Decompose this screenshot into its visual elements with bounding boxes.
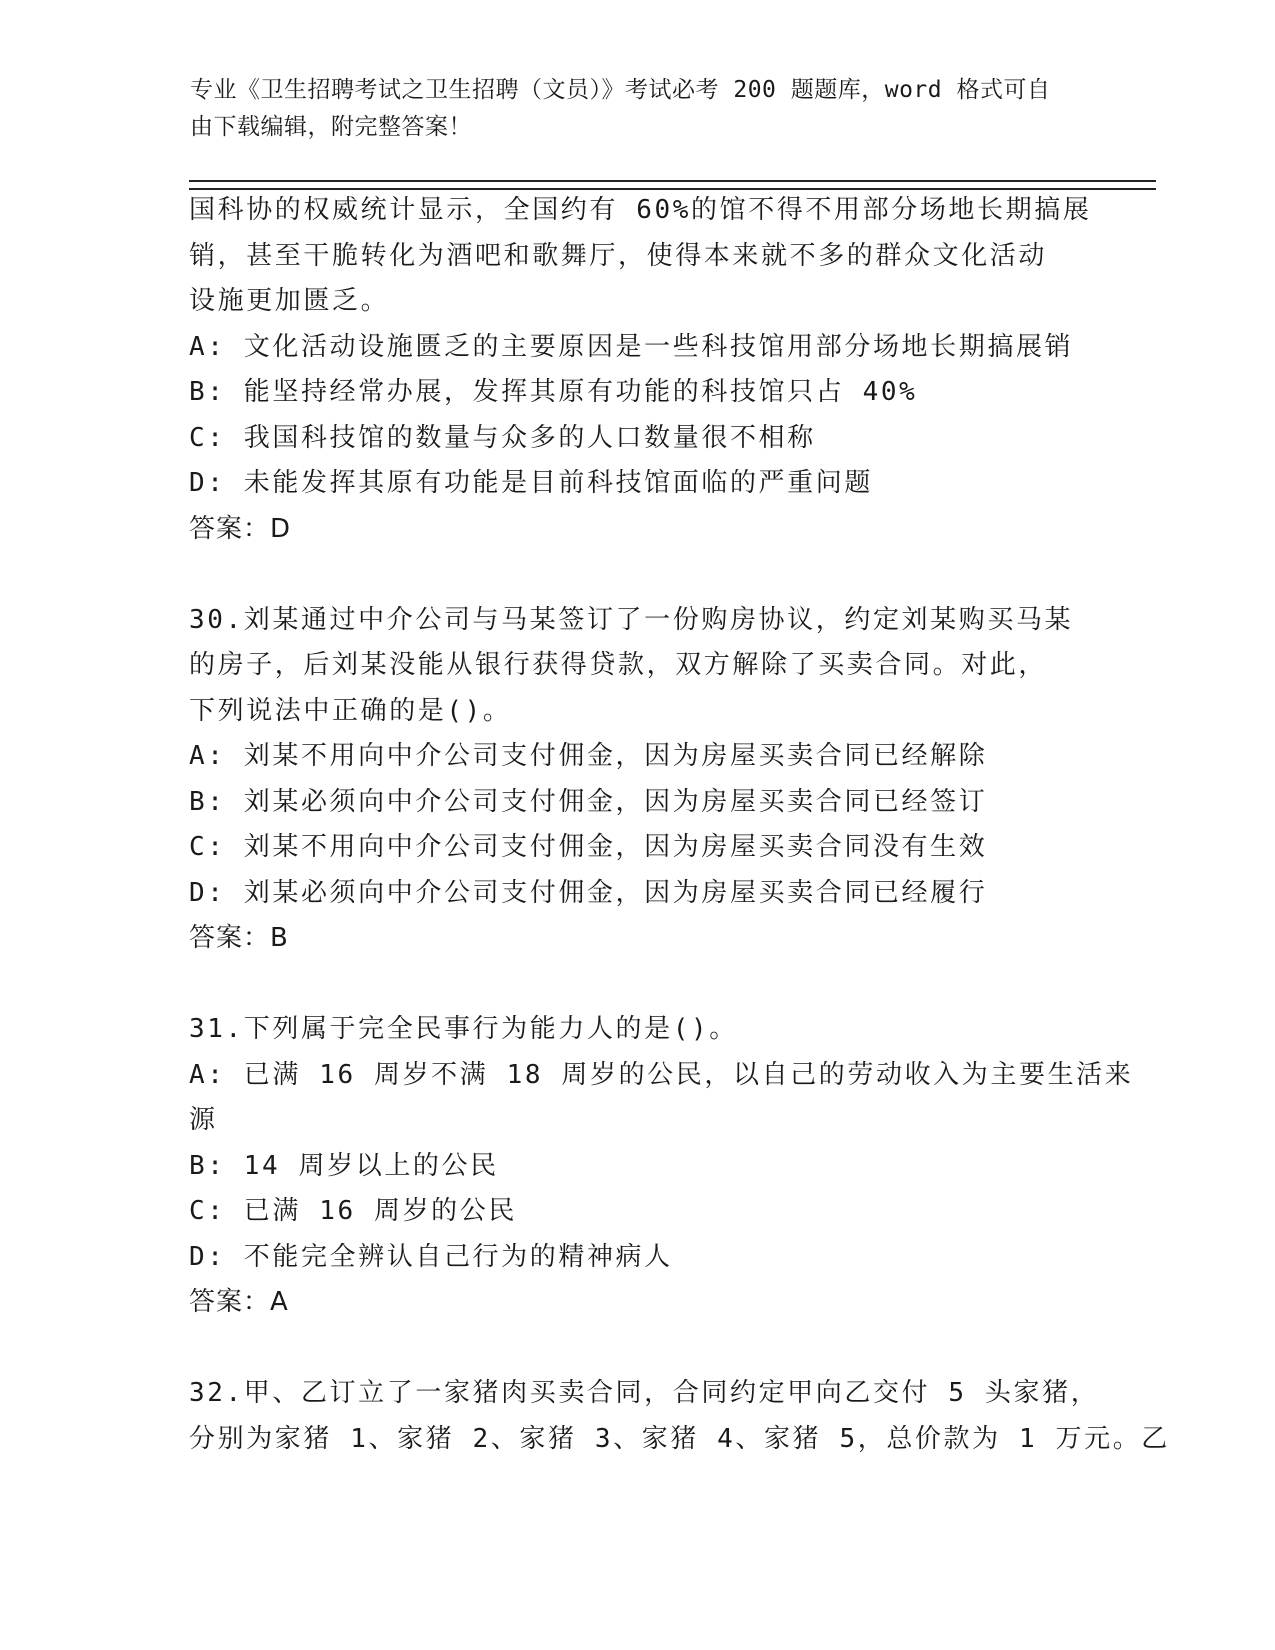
question-spacer (189, 552, 1089, 598)
option-d: D: 未能发挥其原有功能是目前科技馆面临的严重问题 (189, 468, 873, 498)
option-a-continued: 源 (189, 1105, 218, 1135)
answer-label: 答案：A (189, 1287, 289, 1317)
header-line-2: 由下载编辑，附完整答案！ (190, 114, 472, 140)
header-line-1: 专业《卫生招聘考试之卫生招聘（文员）》考试必考 200 题题库，word 格式可自 (190, 77, 1051, 103)
question-29 (189, 188, 1092, 552)
question-stem-line: 31.下列属于完全民事行为能力人的是()。 (189, 1014, 738, 1044)
option-c: C: 已满 16 周岁的公民 (189, 1196, 517, 1226)
header-divider-top (189, 180, 1156, 182)
question-stem-line: 国科协的权威统计显示，全国约有 60%的馆不得不用部分场地长期搞展 (189, 195, 1092, 225)
answer-label: 答案：D (189, 513, 292, 544)
option-d: D: 刘某必须向中介公司支付佣金，因为房屋买卖合同已经履行 (189, 877, 988, 908)
question-32 (189, 1371, 1170, 1462)
option-a: A: 文化活动设施匮乏的主要原因是一些科技馆用部分场地长期搞展销 (189, 331, 1074, 362)
option-b: B: 能坚持经常办展，发挥其原有功能的科技馆只占 40% (189, 377, 918, 407)
question-list (189, 188, 1170, 1462)
option-a: A: 已满 16 周岁不满 18 周岁的公民，以自己的劳动收入为主要生活来 (189, 1059, 1134, 1090)
document-header (190, 72, 1070, 146)
option-c: C: 我国科技馆的数量与众多的人口数量很不相称 (189, 422, 816, 453)
question-spacer (189, 1326, 1089, 1372)
question-stem-line: 分别为家猪 1、家猪 2、家猪 3、家猪 4、家猪 5，总价款为 1 万元。乙 (189, 1423, 1170, 1454)
question-stem-line: 设施更加匮乏。 (189, 286, 390, 316)
question-stem-line: 30.刘某通过中介公司与马某签订了一份购房协议，约定刘某购买马某 (189, 604, 1074, 635)
question-stem-line: 32.甲、乙订立了一家猪肉买卖合同，合同约定甲向乙交付 5 头家猪， (189, 1378, 1100, 1408)
question-30 (189, 598, 1089, 962)
option-b: B: 14 周岁以上的公民 (189, 1150, 499, 1181)
question-31 (189, 1007, 1134, 1326)
question-stem-line: 的房子，后刘某没能从银行获得贷款，双方解除了买卖合同。对此， (189, 650, 1048, 680)
option-c: C: 刘某不用向中介公司支付佣金，因为房屋买卖合同没有生效 (189, 832, 988, 862)
question-spacer (189, 962, 1089, 1008)
answer-label: 答案：B (189, 923, 289, 953)
question-stem-line: 销，甚至干脆转化为酒吧和歌舞厅，使得本来就不多的群众文化活动 (189, 240, 1048, 271)
option-d: D: 不能完全辨认自己行为的精神病人 (189, 1241, 673, 1272)
option-b: B: 刘某必须向中介公司支付佣金，因为房屋买卖合同已经签订 (189, 786, 988, 817)
option-a: A: 刘某不用向中介公司支付佣金，因为房屋买卖合同已经解除 (189, 741, 988, 771)
question-stem-line: 下列说法中正确的是()。 (189, 695, 512, 726)
